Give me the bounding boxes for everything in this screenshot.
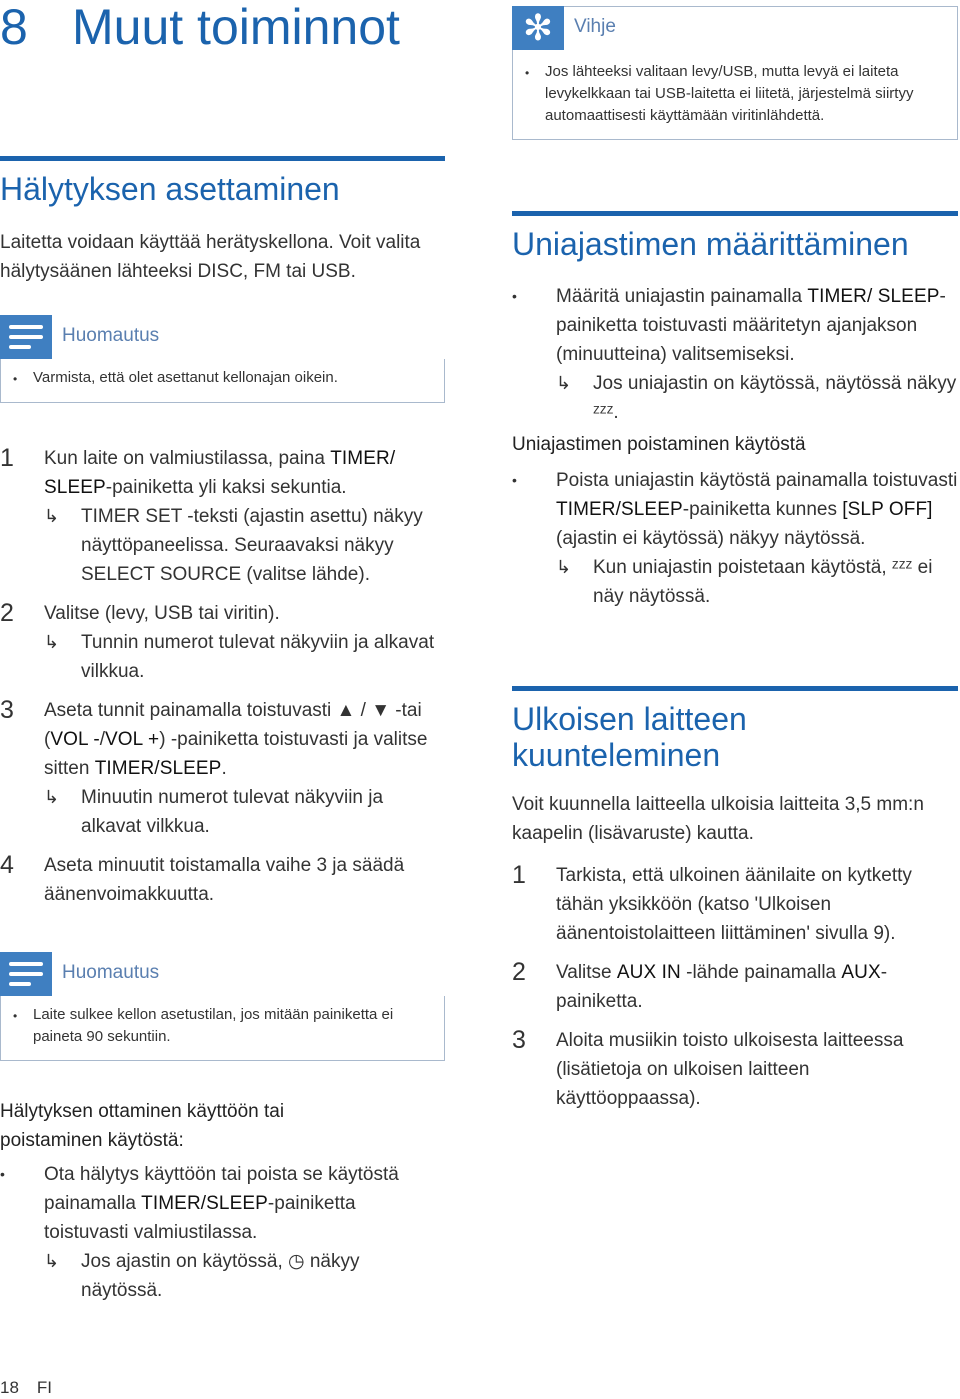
list-item: • Määritä uniajastin painamalla TIMER/ SLEEP-painiketta toistuvasti määritetyn ajanjakson (minuutteina) valitsemiseksi. ↳ Jos uniajastin on käytössä, näytössä näkyy ᶻᶻᶻ.	[512, 282, 958, 427]
step-number: 2	[0, 599, 14, 627]
note-icon	[0, 315, 52, 359]
sleep-section-heading	[512, 211, 958, 262]
language-code: FI	[36, 1378, 53, 1397]
alarm-intro: Laitetta voidaan käyttää herätyskellona. Voit valita hälytysäänen lähteeksi DISC, FM tai USB.	[0, 232, 421, 282]
result-arrow-icon: ↳	[556, 557, 572, 577]
step-item: 1 Tarkista, että ulkoinen äänilaite on kytketty tähän yksikköön (katso 'Ulkoisen äänentoistolaitteen liittäminen' sivulla 9).	[512, 861, 958, 948]
step-number: 1	[0, 444, 14, 472]
item-result: Jos ajastin on käytössä, ◷ näkyy näytössä.	[81, 1251, 360, 1301]
key-label: [SLP OFF]	[842, 499, 933, 520]
step-item: 1 Kun laite on valmiustilassa, paina TIMER/ SLEEP-painiketta yli kaksi sekuntia. ↳ TIMER SET -teksti (ajastin asettu) näkyy näyttöpaneelissa. Seuraavaksi näkyy SELECT SOURCE (valitse lähde).	[0, 444, 445, 589]
result-arrow-icon: ↳	[44, 632, 60, 652]
bullet-icon: •	[525, 66, 530, 80]
note-icon	[0, 952, 52, 996]
key-label: TIMER/SLEEP	[556, 499, 683, 520]
tip-asterisk-icon: ✻	[512, 6, 564, 50]
step-number: 3	[0, 696, 14, 724]
key-label: TIMER/ SLEEP	[807, 286, 940, 307]
chapter-number: 8	[0, 0, 28, 55]
sleep-off-list	[512, 466, 958, 611]
sleep-list	[512, 282, 958, 427]
result-arrow-icon: ↳	[556, 373, 572, 393]
step-result: Tunnin numerot tulevat näkyviin ja alkavat vilkkua.	[81, 632, 435, 682]
alarm-section-heading	[0, 156, 445, 207]
tip-title: Vihje	[574, 16, 616, 37]
step-result: TIMER SET -teksti (ajastin asettu) näkyy näyttöpaneelissa. Seuraavaksi näkyy SELECT SOURCE (valitse lähde).	[81, 506, 423, 585]
step-item: 3 Aseta tunnit painamalla toistuvasti ▲ / ▼ -tai (VOL -/VOL +) -painiketta toistuvasti ja valitse sitten TIMER/SLEEP. ↳ Minuutin numerot tulevat näkyviin ja alkavat vilkkua.	[0, 696, 445, 841]
tip-text: Jos lähteeksi valitaan levy/USB, mutta levyä ei laiteta levykelkkaan tai USB-laitetta ei liitetä, järjestelmä siirtyy automaattisesti käyttämään viritinlähdettä.	[545, 63, 914, 124]
page-footer	[0, 1378, 70, 1398]
bullet-icon: •	[512, 288, 517, 304]
note-text: Laite sulkee kellon asetustilan, jos mitään painiketta ei paineta 90 sekuntiin.	[33, 1006, 394, 1045]
note-box-1	[0, 315, 445, 403]
bullet-icon: •	[13, 372, 18, 386]
key-label: AUX IN	[616, 962, 681, 983]
note-title: Huomautus	[62, 962, 160, 983]
step-number: 1	[512, 861, 526, 889]
key-label: VOL +	[105, 729, 160, 750]
alarm-section-title: Hälytyksen asettaminen	[0, 171, 340, 207]
key-label: TIMER/SLEEP	[141, 1193, 268, 1214]
bullet-icon: •	[13, 1009, 18, 1023]
result-arrow-icon: ↳	[44, 506, 60, 526]
step-item: 2 Valitse (levy, USB tai viritin). ↳ Tunnin numerot tulevat näkyviin ja alkavat vilkkua.	[0, 599, 445, 686]
tip-box	[512, 6, 958, 140]
key-label: TIMER/SLEEP	[94, 758, 222, 779]
external-intro: Voit kuunnella laitteella ulkoisia laitteita 3,5 mm:n kaapelin (lisävaruste) kautta.	[512, 794, 924, 844]
chapter-name: Muut toiminnot	[72, 0, 400, 55]
step-number: 4	[0, 851, 14, 879]
step-result: Minuutin numerot tulevat näkyviin ja alkavat vilkkua.	[81, 787, 384, 837]
alarm-toggle-list	[0, 1160, 445, 1305]
alarm-steps	[0, 444, 445, 919]
external-steps	[512, 861, 958, 1123]
item-result: Jos uniajastin on käytössä, näytössä näkyy ᶻᶻᶻ.	[593, 373, 957, 423]
item-result: Kun uniajastin poistetaan käytöstä, ᶻᶻᶻ ei näy näytössä.	[593, 557, 933, 607]
note-title: Huomautus	[62, 325, 160, 346]
bullet-icon: •	[0, 1166, 5, 1182]
step-item: 2 Valitse AUX IN -lähde painamalla AUX-painiketta.	[512, 958, 958, 1016]
note-box-2	[0, 952, 445, 1061]
chapter-title	[0, 0, 400, 55]
alarm-toggle-heading: Hälytyksen ottaminen käyttöön tai poistaminen käytöstä:	[0, 1101, 285, 1151]
bullet-icon: •	[512, 472, 517, 488]
result-arrow-icon: ↳	[44, 1251, 60, 1271]
step-number: 2	[512, 958, 526, 986]
key-label: TIMER/ SLEEP	[44, 448, 396, 498]
key-label: VOL -	[50, 729, 100, 750]
note-text: Varmista, että olet asettanut kellonajan oikein.	[33, 369, 338, 386]
step-item: 4 Aseta minuutit toistamalla vaihe 3 ja säädä äänenvoimakkuutta.	[0, 851, 445, 909]
step-number: 3	[512, 1026, 526, 1054]
external-section-heading	[512, 686, 958, 773]
sleep-off-heading: Uniajastimen poistaminen käytöstä	[512, 434, 806, 455]
page-number: 18	[0, 1378, 19, 1397]
external-section-title: Ulkoisen laitteen kuunteleminen	[512, 701, 747, 773]
list-item: • Ota hälytys käyttöön tai poista se käytöstä painamalla TIMER/SLEEP-painiketta toistuvasti valmiustilassa. ↳ Jos ajastin on käytössä, ◷ näkyy näytössä.	[0, 1160, 445, 1305]
result-arrow-icon: ↳	[44, 787, 60, 807]
key-label: AUX	[841, 962, 881, 983]
list-item: • Poista uniajastin käytöstä painamalla toistuvasti TIMER/SLEEP-painiketta kunnes [SLP OFF] (ajastin ei käytössä) näkyy näytössä. ↳ Kun uniajastin poistetaan käytöstä, ᶻᶻᶻ ei näy näytössä.	[512, 466, 958, 611]
step-item: 3 Aloita musiikin toisto ulkoisesta laitteessa (lisätietoja on ulkoisen laitteen käyttöoppaassa).	[512, 1026, 958, 1113]
sleep-section-title: Uniajastimen määrittäminen	[512, 226, 909, 262]
